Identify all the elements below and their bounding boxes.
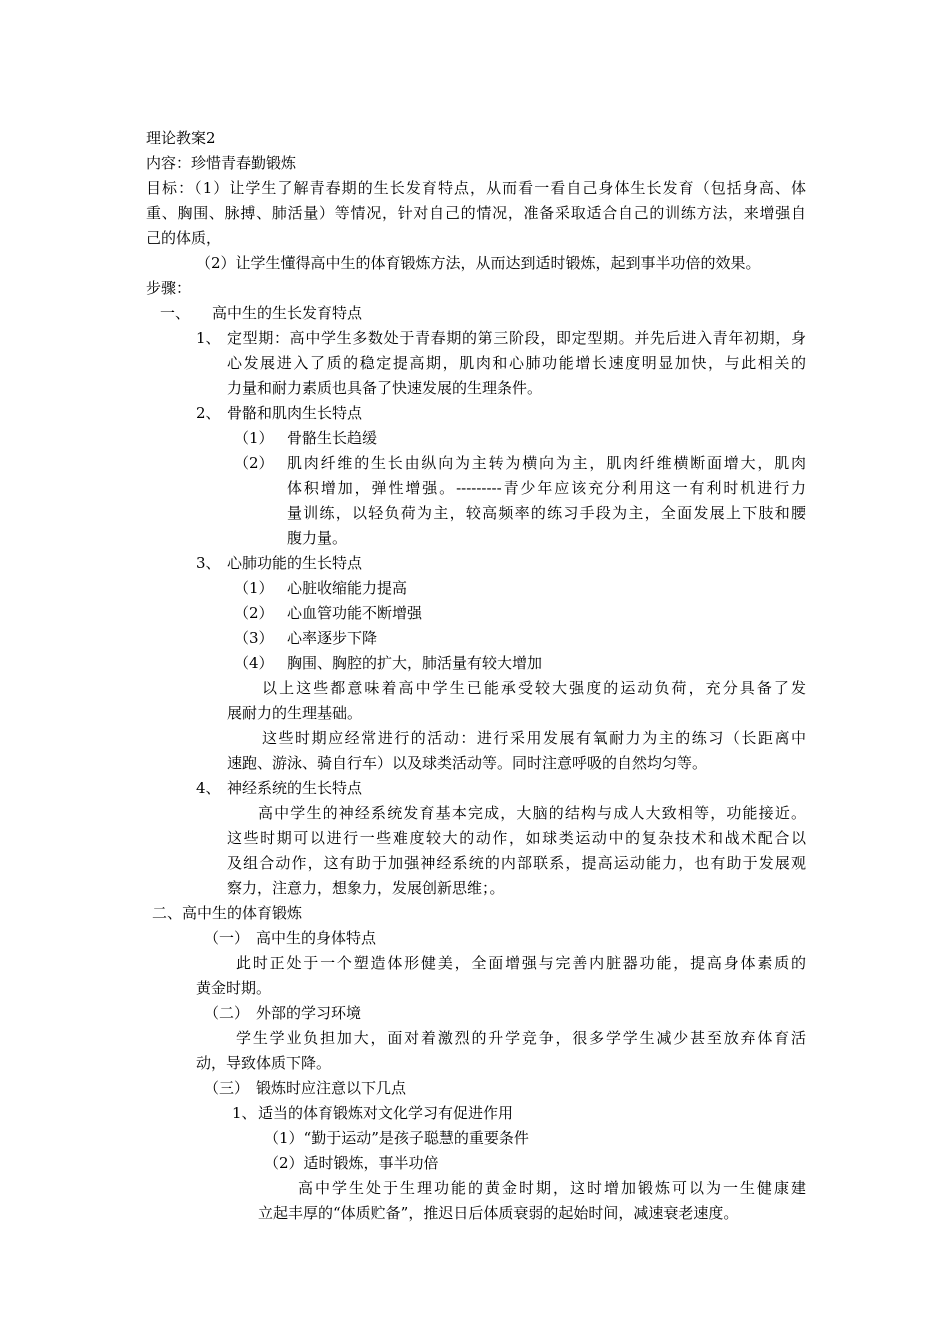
paragraph-text: 展耐力的生理基础。: [227, 704, 363, 722]
paragraph-text: 学生学业负担加大，面对着激烈的升学竞争，很多学学生减少甚至放弃体育活: [236, 1029, 806, 1047]
section-heading: 高中生的生长发育特点: [212, 304, 363, 322]
subsection-number: （一）: [204, 929, 250, 947]
section-number: 一、: [160, 304, 191, 322]
goal-line: 目标：（1）让学生了解青春期的生长发育特点，从而看一看自己身体生长发育（包括身高、体: [146, 179, 806, 197]
subitem-text: 量训练，以轻负荷为主，较高频率的练习手段为主，全面发展上下肢和腰: [287, 504, 806, 522]
subitem-text: （2）适时锻炼，事半功倍: [264, 1154, 439, 1172]
item-heading: 适当的体育锻炼对文化学习有促进作用: [258, 1104, 514, 1122]
paragraph-text: 立起丰厚的“体质贮备”，推迟日后体质衰弱的起始时间，减速衰老速度。: [258, 1204, 739, 1222]
subitem-text: 胸围、胸腔的扩大，肺活量有较大增加: [287, 654, 543, 672]
subitem-text: 心血管功能不断增强: [287, 604, 423, 622]
subitem-text: 骨骼生长趋缓: [287, 429, 378, 447]
subitem-number: （1）: [234, 429, 274, 447]
subitem-number: （2）: [234, 604, 274, 622]
paragraph-text: 速跑、游泳、骑自行车）以及球类活动等。同时注意呼吸的自然均匀等。: [227, 754, 708, 772]
content-line: 内容：珍惜青春勤锻炼: [146, 154, 297, 172]
subitem-text: 腹力量。: [287, 529, 348, 547]
item-number: 4、: [196, 779, 221, 797]
doc-title: 理论教案2: [146, 129, 216, 147]
item-heading: 神经系统的生长特点: [227, 779, 363, 797]
paragraph-text: 及组合动作，这有助于加强神经系统的内部联系，提高运动能力，也有助于发展观: [227, 854, 806, 872]
item-text: 力量和耐力素质也具备了快速发展的生理条件。: [227, 379, 543, 397]
subsection-heading: 高中生的身体特点: [256, 929, 377, 947]
subitem-number: （3）: [234, 629, 274, 647]
paragraph-text: 黄金时期。: [196, 979, 272, 997]
item-number: 1、: [232, 1104, 257, 1122]
item-number: 1、: [196, 329, 221, 347]
subitem-text: （1）“勤于运动”是孩子聪慧的重要条件: [264, 1129, 529, 1147]
paragraph-text: 这些时期应经常进行的活动：进行采用发展有氧耐力为主的练习（长距离中: [262, 729, 806, 747]
paragraph-text: 高中学生处于生理功能的黄金时期，这时增加锻炼可以为一生健康建: [298, 1179, 806, 1197]
paragraph-text: 高中学生的神经系统发育基本完成，大脑的结构与成人大致相等，功能接近。: [258, 804, 806, 822]
subsection-number: （二）: [204, 1004, 250, 1022]
subsection-heading: 锻炼时应注意以下几点: [256, 1079, 407, 1097]
item-heading: 骨骼和肌肉生长特点: [227, 404, 363, 422]
subitem-number: （4）: [234, 654, 274, 672]
item-text: 心发展进入了质的稳定提高期，肌肉和心肺功能增长速度明显加快，与此相关的: [227, 354, 806, 372]
paragraph-text: 察力，注意力，想象力，发展创新思维；。: [227, 879, 505, 897]
paragraph-text: 以上这些都意味着高中学生已能承受较大强度的运动负荷，充分具备了发: [262, 679, 806, 697]
goal-line: 己的体质，: [146, 229, 222, 247]
item-number: 3、: [196, 554, 221, 572]
subitem-text: 肌肉纤维的生长由纵向为主转为横向为主，肌肉纤维横断面增大，肌肉: [287, 454, 806, 472]
subitem-number: （2）: [234, 454, 274, 472]
subsection-number: （三）: [204, 1079, 250, 1097]
subitem-text: 心率逐步下降: [287, 629, 378, 647]
subitem-text: 体积增加，弹性增强。---------青少年应该充分利用这一有利时机进行力: [287, 479, 806, 497]
item-number: 2、: [196, 404, 221, 422]
section-heading: 二、高中生的体育锻炼: [152, 904, 303, 922]
paragraph-text: 动，导致体质下降。: [196, 1054, 332, 1072]
item-text: 定型期：高中学生多数处于青春期的第三阶段，即定型期。并先后进入青年初期，身: [227, 329, 806, 347]
item-heading: 心肺功能的生长特点: [227, 554, 363, 572]
goal-line: 重、胸围、脉搏、肺活量）等情况，针对自己的情况，准备采取适合自己的训练方法，来增强自: [146, 204, 806, 222]
paragraph-text: 这些时期可以进行一些难度较大的动作，如球类运动中的复杂技术和战术配合以: [227, 829, 806, 847]
subitem-text: 心脏收缩能力提高: [287, 579, 408, 597]
subitem-number: （1）: [234, 579, 274, 597]
paragraph-text: 此时正处于一个塑造体形健美，全面增强与完善内脏器功能，提高身体素质的: [236, 954, 806, 972]
steps-label: 步骤：: [146, 279, 192, 297]
subsection-heading: 外部的学习环境: [256, 1004, 362, 1022]
goal-line: （2）让学生懂得高中生的体育锻炼方法，从而达到适时锻炼，起到事半功倍的效果。: [196, 254, 761, 272]
